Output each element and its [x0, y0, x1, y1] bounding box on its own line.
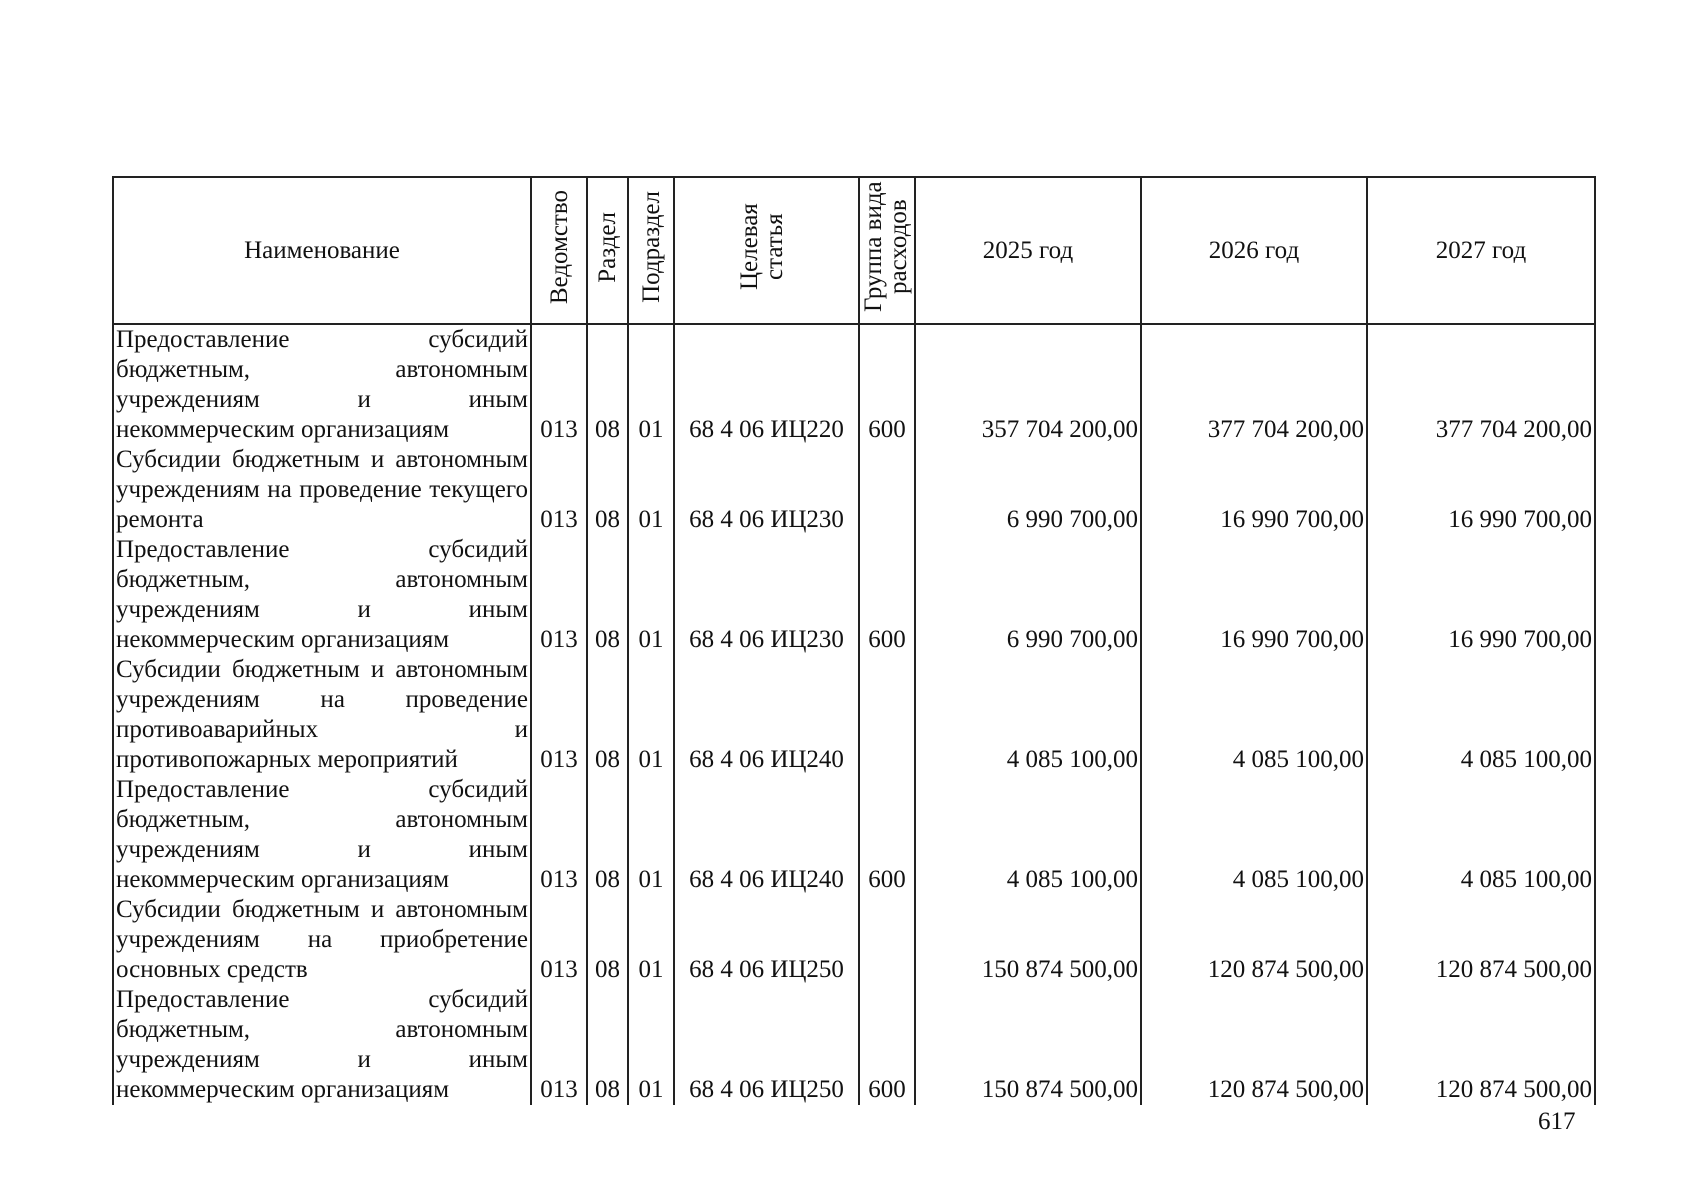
header-2025: [915, 177, 1141, 324]
row-gruppa: 600: [859, 985, 915, 1105]
row-2025: 357 704 200,00: [915, 324, 1141, 445]
row-2027: 16 990 700,00: [1367, 445, 1595, 535]
header-gruppa: [859, 177, 915, 324]
row-2026: 120 874 500,00: [1141, 985, 1367, 1105]
header-2027: [1367, 177, 1595, 324]
budget-sheet: [112, 176, 1594, 1105]
row-podrazdel: 01: [628, 324, 674, 445]
header-podrazdel-label: Подраздел: [637, 191, 665, 303]
table-row: [113, 985, 1595, 1105]
row-celevaya: 68 4 06 ИЦ230: [674, 445, 859, 535]
row-vedomstvo: 013: [531, 445, 587, 535]
row-celevaya: 68 4 06 ИЦ240: [674, 655, 859, 775]
row-2025: 4 085 100,00: [915, 775, 1141, 895]
table-row: [113, 445, 1595, 535]
row-name: Предоставление субсидий бюджетным, автономным учреждениям и иным некоммерческим организациям: [113, 535, 531, 655]
row-gruppa: 600: [859, 535, 915, 655]
row-2025: 150 874 500,00: [915, 985, 1141, 1105]
row-podrazdel: 01: [628, 445, 674, 535]
row-razdel: 08: [587, 535, 628, 655]
row-podrazdel: 01: [628, 985, 674, 1105]
header-celevaya: [674, 177, 859, 324]
header-vedomstvo: [531, 177, 587, 324]
header-2026: [1141, 177, 1367, 324]
row-razdel: 08: [587, 655, 628, 775]
row-celevaya: 68 4 06 ИЦ250: [674, 985, 859, 1105]
table-row: [113, 535, 1595, 655]
header-2026-label: 2026 год: [1208, 236, 1300, 264]
row-gruppa: [859, 895, 915, 985]
row-podrazdel: 01: [628, 655, 674, 775]
row-2027: 16 990 700,00: [1367, 535, 1595, 655]
row-vedomstvo: 013: [531, 535, 587, 655]
page-number: 617: [1538, 1108, 1576, 1135]
row-2025: 6 990 700,00: [915, 445, 1141, 535]
row-vedomstvo: 013: [531, 985, 587, 1105]
header-2027-label: 2027 год: [1435, 236, 1527, 264]
table-row: [113, 655, 1595, 775]
row-gruppa: 600: [859, 775, 915, 895]
row-celevaya: 68 4 06 ИЦ230: [674, 535, 859, 655]
row-name: Субсидии бюджетным и автономным учреждениям на проведение текущего ремонта: [113, 445, 531, 535]
row-name: Предоставление субсидий бюджетным, автономным учреждениям и иным некоммерческим организациям: [113, 775, 531, 895]
table-header-row: [113, 177, 1595, 324]
row-razdel: 08: [587, 895, 628, 985]
row-2027: 120 874 500,00: [1367, 985, 1595, 1105]
table-row: [113, 895, 1595, 985]
row-vedomstvo: 013: [531, 895, 587, 985]
row-celevaya: 68 4 06 ИЦ220: [674, 324, 859, 445]
header-celevaya-label: Целевая статья: [735, 203, 788, 291]
row-2027: 4 085 100,00: [1367, 655, 1595, 775]
header-name: [113, 177, 531, 324]
row-razdel: 08: [587, 985, 628, 1105]
row-vedomstvo: 013: [531, 775, 587, 895]
row-2026: 120 874 500,00: [1141, 895, 1367, 985]
row-podrazdel: 01: [628, 775, 674, 895]
header-2025-label: 2025 год: [982, 236, 1074, 264]
row-2026: 4 085 100,00: [1141, 655, 1367, 775]
row-name: Предоставление субсидий бюджетным, автономным учреждениям и иным некоммерческим организациям: [113, 985, 531, 1105]
row-2025: 4 085 100,00: [915, 655, 1141, 775]
header-vedomstvo-label: Ведомство: [545, 189, 573, 305]
row-gruppa: 600: [859, 324, 915, 445]
row-2027: 120 874 500,00: [1367, 895, 1595, 985]
table-row: [113, 324, 1595, 445]
row-2026: 377 704 200,00: [1141, 324, 1367, 445]
row-celevaya: 68 4 06 ИЦ250: [674, 895, 859, 985]
row-vedomstvo: 013: [531, 324, 587, 445]
table-row: [113, 775, 1595, 895]
row-name: Субсидии бюджетным и автономным учреждениям на проведение противоаварийных и противопожарных мероприятий: [113, 655, 531, 775]
row-2027: 377 704 200,00: [1367, 324, 1595, 445]
row-razdel: 08: [587, 324, 628, 445]
row-podrazdel: 01: [628, 535, 674, 655]
header-name-label: Наименование: [244, 236, 400, 264]
row-2026: 16 990 700,00: [1141, 445, 1367, 535]
row-2027: 4 085 100,00: [1367, 775, 1595, 895]
row-vedomstvo: 013: [531, 655, 587, 775]
row-razdel: 08: [587, 445, 628, 535]
budget-table: [112, 176, 1596, 1105]
header-gruppa-label: Группа вида расходов: [860, 181, 912, 313]
row-celevaya: 68 4 06 ИЦ240: [674, 775, 859, 895]
row-name: Предоставление субсидий бюджетным, автономным учреждениям и иным некоммерческим организациям: [113, 324, 531, 445]
row-2025: 150 874 500,00: [915, 895, 1141, 985]
header-podrazdel: [628, 177, 674, 324]
row-podrazdel: 01: [628, 895, 674, 985]
row-name: Субсидии бюджетным и автономным учреждениям на приобретение основных средств: [113, 895, 531, 985]
row-razdel: 08: [587, 775, 628, 895]
row-gruppa: [859, 445, 915, 535]
row-2026: 4 085 100,00: [1141, 775, 1367, 895]
header-razdel-label: Раздел: [594, 211, 621, 283]
header-razdel: [587, 177, 628, 324]
row-2025: 6 990 700,00: [915, 535, 1141, 655]
row-2026: 16 990 700,00: [1141, 535, 1367, 655]
row-gruppa: [859, 655, 915, 775]
